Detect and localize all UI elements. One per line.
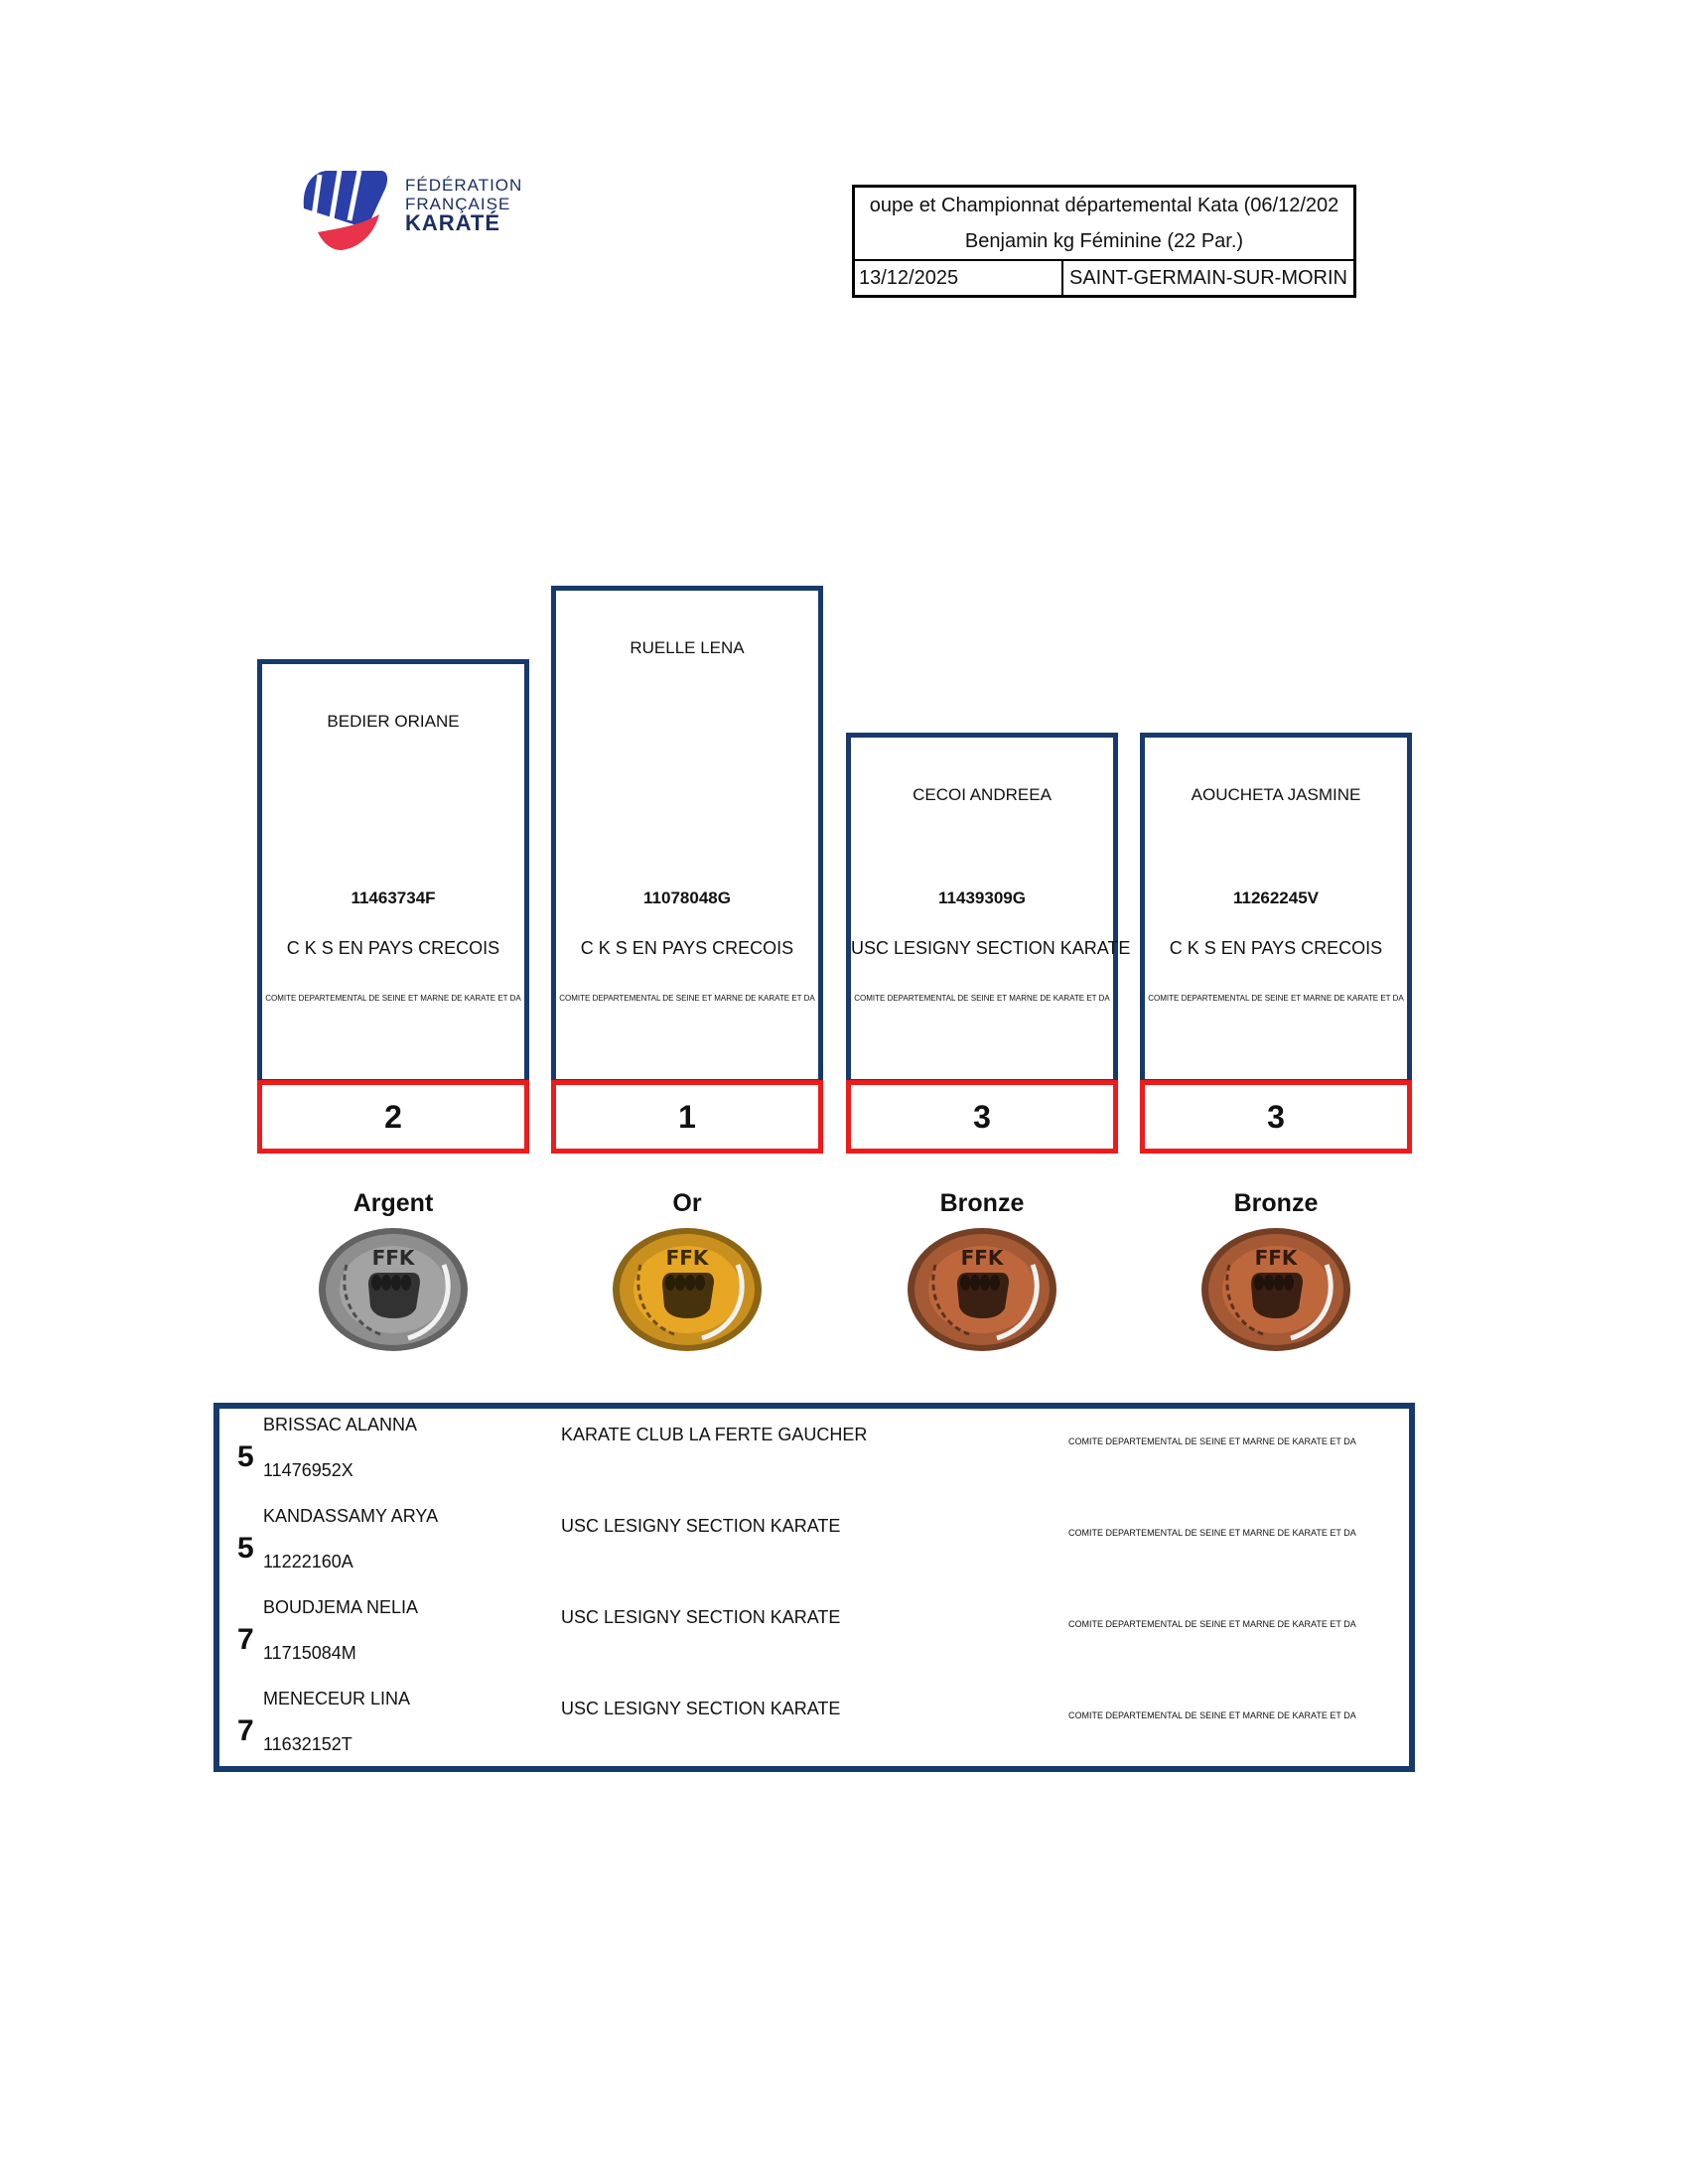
athlete-club: C K S EN PAYS CRECOIS xyxy=(580,938,794,958)
athlete-name: KANDASSAMY ARYA xyxy=(263,1506,439,1526)
athlete-committee: COMITE DEPARTEMENTAL DE SEINE ET MARNE DE KARATE ET DA xyxy=(1068,1436,1356,1446)
athlete-committee: COMITE DEPARTEMENTAL DE SEINE ET MARNE DE KARATE ET DA xyxy=(854,994,1110,1003)
placement-rank: 5 xyxy=(237,1440,254,1473)
placement-rank: 7 xyxy=(237,1714,254,1747)
podium-box-third-a xyxy=(846,733,1131,1084)
athlete-license: 11463734F xyxy=(351,888,436,907)
logo-line-2: FRANÇAISE xyxy=(405,195,511,213)
placement-rank: 5 xyxy=(237,1532,254,1565)
list-item xyxy=(219,1500,1409,1591)
athlete-name: MENECEUR LINA xyxy=(263,1689,411,1708)
placement-rank: 7 xyxy=(237,1623,254,1656)
athlete-name: RUELLE LENA xyxy=(630,638,745,657)
medal-emblem-text: FFK xyxy=(665,1246,709,1270)
event-title: oupe et Championnat départemental Kata (06/12/202 xyxy=(869,195,1339,216)
athlete-name: BEDIER ORIANE xyxy=(327,712,460,731)
event-category: Benjamin kg Féminine (22 Par.) xyxy=(855,223,1353,261)
karate-fist-icon xyxy=(298,167,397,256)
logo-line-1: FÉDÉRATION xyxy=(405,176,523,195)
athlete-committee: COMITE DEPARTEMENTAL DE SEINE ET MARNE DE KARATE ET DA xyxy=(1068,1710,1356,1720)
bronze-medal-icon xyxy=(906,1225,1058,1354)
athlete-license: 11262245V xyxy=(1232,888,1320,907)
athlete-name: BOUDJEMA NELIA xyxy=(263,1597,419,1617)
rank-second: 2 xyxy=(257,1080,529,1154)
medal-emblem-text: FFK xyxy=(371,1246,415,1270)
athlete-club: USC LESIGNY SECTION KARATE xyxy=(561,1699,841,1718)
list-item xyxy=(219,1683,1409,1774)
event-location: SAINT-GERMAIN-SUR-MORIN xyxy=(1069,267,1347,289)
list-item xyxy=(219,1591,1409,1683)
athlete-name: AOUCHETA JASMINE xyxy=(1191,785,1361,804)
podium-box-second xyxy=(257,659,529,1084)
medal-emblem-text: FFK xyxy=(1254,1246,1298,1270)
silver-medal-icon xyxy=(317,1225,470,1354)
rank-third-b: 3 xyxy=(1140,1080,1412,1154)
athlete-name: BRISSAC ALANNA xyxy=(263,1415,418,1434)
medal-label-gold: Or xyxy=(672,1189,702,1217)
logo-line-3: KARATÉ xyxy=(405,210,501,235)
athlete-license: 11715084M xyxy=(263,1643,356,1663)
athlete-license: 11078048G xyxy=(643,888,731,907)
athlete-club: C K S EN PAYS CRECOIS xyxy=(286,938,500,958)
bronze-medal-icon xyxy=(1199,1225,1352,1354)
athlete-committee: COMITE DEPARTEMENTAL DE SEINE ET MARNE DE KARATE ET DA xyxy=(559,994,815,1003)
event-header-table xyxy=(852,185,1356,298)
event-date: 13/12/2025 xyxy=(855,261,1063,295)
medal-label-bronze-b: Bronze xyxy=(1233,1189,1319,1217)
athlete-club: KARATE CLUB LA FERTE GAUCHER xyxy=(561,1425,868,1444)
other-placements-list xyxy=(213,1403,1415,1772)
athlete-committee: COMITE DEPARTEMENTAL DE SEINE ET MARNE DE KARATE ET DA xyxy=(265,994,521,1003)
athlete-committee: COMITE DEPARTEMENTAL DE SEINE ET MARNE DE KARATE ET DA xyxy=(1068,1619,1356,1629)
athlete-license: 11222160A xyxy=(263,1552,353,1571)
athlete-committee: COMITE DEPARTEMENTAL DE SEINE ET MARNE DE KARATE ET DA xyxy=(1148,994,1404,1003)
athlete-club: USC LESIGNY SECTION KARATE xyxy=(561,1516,841,1536)
athlete-license: 11632152T xyxy=(263,1734,352,1754)
athlete-license: 11439309G xyxy=(938,888,1026,907)
podium-box-third-b xyxy=(1140,733,1412,1084)
ffk-logo xyxy=(298,167,526,256)
podium-box-first xyxy=(551,586,823,1084)
medal-emblem-text: FFK xyxy=(960,1246,1004,1270)
athlete-club: USC LESIGNY SECTION KARATE xyxy=(851,938,1131,958)
athlete-name: CECOI ANDREEA xyxy=(913,785,1052,804)
athlete-committee: COMITE DEPARTEMENTAL DE SEINE ET MARNE DE KARATE ET DA xyxy=(1068,1528,1356,1538)
list-item xyxy=(219,1409,1409,1500)
rank-third-a: 3 xyxy=(846,1080,1118,1154)
athlete-license: 11476952X xyxy=(263,1460,353,1480)
medal-label-bronze-a: Bronze xyxy=(939,1189,1025,1217)
athlete-club: C K S EN PAYS CRECOIS xyxy=(1169,938,1383,958)
gold-medal-icon xyxy=(611,1225,764,1354)
rank-first: 1 xyxy=(551,1080,823,1154)
athlete-club: USC LESIGNY SECTION KARATE xyxy=(561,1607,841,1627)
medal-label-silver: Argent xyxy=(352,1189,434,1217)
